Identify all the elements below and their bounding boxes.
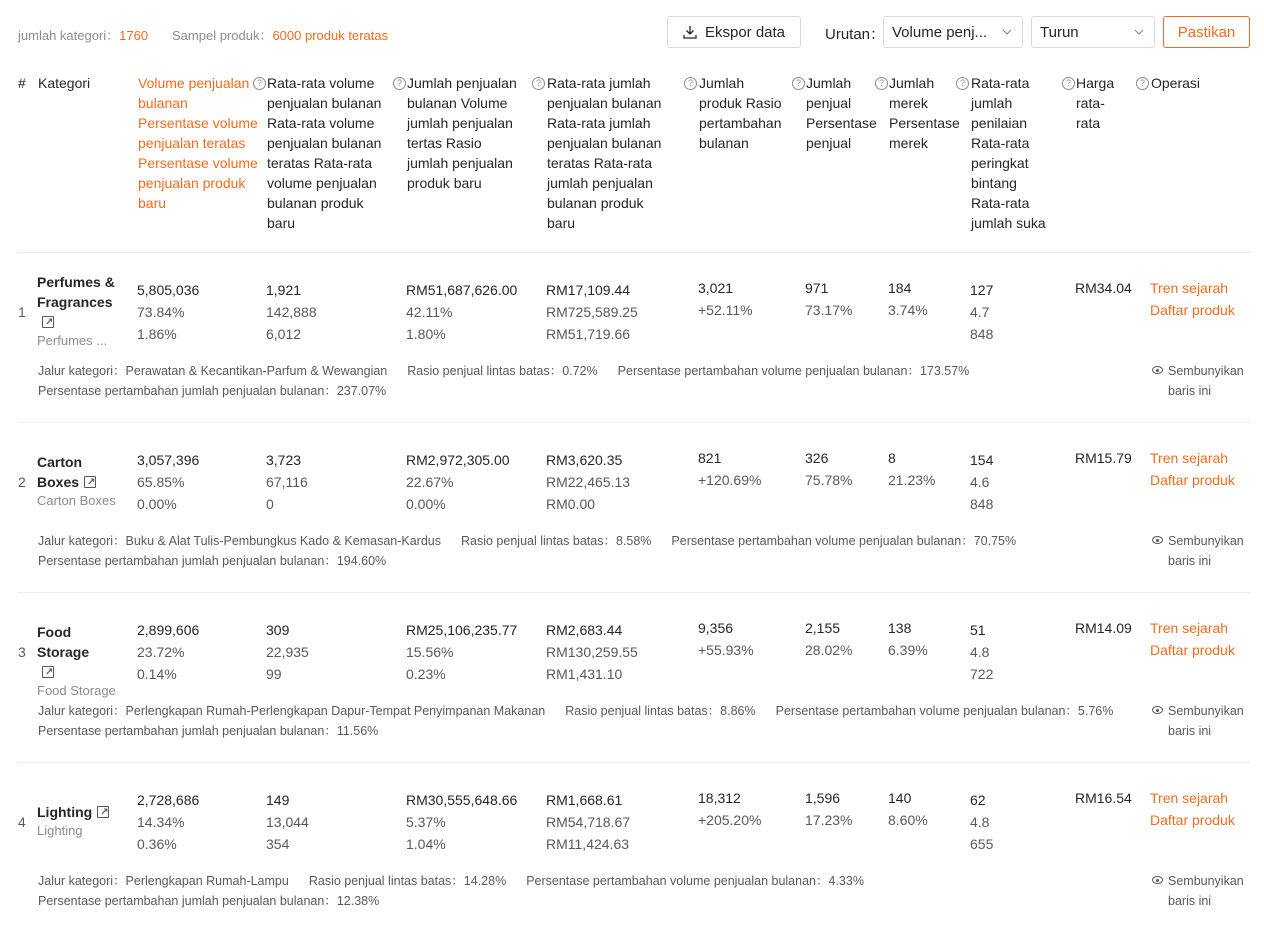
- avg-volume-new: 0: [266, 496, 274, 512]
- avg-price-value: RM16.54: [1075, 790, 1132, 806]
- hide-row-button[interactable]: [1152, 361, 1250, 401]
- brand-count-value: 140: [888, 790, 912, 806]
- volume-cell: [137, 449, 199, 515]
- volume-value: 2,899,606: [137, 622, 200, 638]
- category-count-label: jumlah kategori：: [18, 28, 120, 43]
- category-subname: Perfumes ...: [37, 333, 108, 348]
- seller-share: 73.17%: [805, 302, 853, 318]
- reviews-cell: [970, 449, 993, 515]
- hide-row-button[interactable]: [1152, 531, 1250, 571]
- avg-volume-cell: [266, 619, 309, 685]
- seller-count-value: 326: [805, 450, 829, 466]
- category-cell: [37, 622, 117, 700]
- row-details: [38, 701, 1113, 741]
- sample-label: Sampel produk：: [172, 28, 273, 43]
- brand-count-value: 138: [888, 620, 912, 636]
- amount-cell: [406, 789, 517, 855]
- volume-top-share: 14.34%: [137, 814, 185, 830]
- help-icon[interactable]: ?: [253, 77, 266, 90]
- volume-value: 2,728,686: [137, 792, 200, 808]
- product-list-link[interactable]: Daftar produk: [1150, 812, 1235, 828]
- brand-share: 3.74%: [888, 302, 928, 318]
- amount-new-share: 0.00%: [406, 496, 446, 512]
- avg-price-value: RM15.79: [1075, 450, 1132, 466]
- chevron-down-icon: [1134, 29, 1144, 35]
- avg-volume-new: 6,012: [266, 326, 302, 342]
- category-cell: [37, 802, 117, 840]
- category-path: Jalur kategori：Perawatan & Kecantikan-Parfum & Wewangian: [38, 364, 388, 378]
- category-name-text: Perfumes & Fragrances: [37, 274, 115, 310]
- review-count-value: 127: [970, 282, 994, 298]
- volume-cell: [137, 789, 199, 855]
- brand-count-cell: [888, 617, 928, 661]
- category-cell: [37, 452, 117, 510]
- avg-volume-top: 22,935: [266, 644, 309, 660]
- category-count: [18, 25, 148, 44]
- amount-top-share: 42.11%: [406, 304, 453, 320]
- header-seller-count[interactable]: Jumlah penjual Persentase penjual: [806, 75, 877, 151]
- external-link-icon[interactable]: [84, 476, 96, 488]
- reviews-cell: [970, 279, 993, 345]
- operation-cell: [1150, 447, 1235, 491]
- star-rating: 4.6: [970, 474, 990, 490]
- header-product-count[interactable]: Jumlah produk Rasio pertambahan bulanan: [699, 75, 782, 151]
- row-index: 4: [18, 814, 26, 830]
- history-trend-link[interactable]: Tren sejarah: [1150, 790, 1229, 806]
- hide-row-label: Sembunyikan baris ini: [1168, 534, 1244, 568]
- amount-cell: [406, 619, 517, 685]
- category-subname: Lighting: [37, 823, 83, 838]
- avg-volume-new: 354: [266, 836, 290, 852]
- product-count-value: 9,356: [698, 620, 734, 636]
- avg-amount-value: RM2,683.44: [546, 622, 623, 638]
- avg-volume-value: 3,723: [266, 452, 302, 468]
- operation-cell: [1150, 277, 1235, 321]
- amount-top-share: 15.56%: [406, 644, 454, 660]
- avg-volume-top: 67,116: [266, 474, 308, 490]
- category-cell: [37, 272, 117, 350]
- sort-field-value: Volume penj...: [892, 23, 988, 41]
- avg-amount-cell: [546, 619, 638, 685]
- avg-volume-cell: [266, 449, 308, 515]
- eye-icon: [1152, 706, 1163, 714]
- brand-count-cell: [888, 447, 935, 491]
- amount-cell: [406, 279, 517, 345]
- avg-price-value: RM34.04: [1075, 280, 1132, 296]
- volume-value: 3,057,396: [137, 452, 200, 468]
- product-count-cell: [698, 277, 753, 321]
- seller-share: 17.23%: [805, 812, 853, 828]
- hide-row-label: Sembunyikan baris ini: [1168, 874, 1244, 908]
- history-trend-link[interactable]: Tren sejarah: [1150, 620, 1229, 636]
- product-list-link[interactable]: Daftar produk: [1150, 302, 1235, 318]
- volume-growth: Persentase pertambahan volume penjualan bulanan：5.76%: [775, 704, 1114, 718]
- avg-amount-cell: [546, 279, 638, 345]
- export-button[interactable]: [667, 16, 801, 48]
- table-row: [18, 422, 1250, 593]
- brand-count-value: 8: [888, 450, 896, 466]
- seller-count-cell: [805, 277, 852, 321]
- volume-top-share: 65.85%: [137, 474, 185, 490]
- avg-volume-top: 142,888: [266, 304, 317, 320]
- row-index: 2: [18, 474, 26, 490]
- avg-volume-cell: [266, 789, 309, 855]
- volume-value: 5,805,036: [137, 282, 200, 298]
- sample-value: 6000 produk teratas: [272, 28, 389, 43]
- avg-volume-value: 309: [266, 622, 290, 638]
- header-avg-amount[interactable]: Rata-rata jumlah penjualan bulanan Rata-rata jumlah penjualan bulanan teratas Rata-rata jumlah penjualan bulanan produk baru: [547, 75, 662, 231]
- amount-growth: Persentase pertambahan jumlah penjualan bulanan：237.07%: [38, 384, 387, 398]
- cross-border-ratio: Rasio penjual lintas batas：8.86%: [565, 704, 756, 718]
- star-rating: 4.8: [970, 814, 990, 830]
- row-details: [38, 871, 864, 911]
- download-icon: [683, 25, 697, 39]
- like-count: 655: [970, 836, 994, 852]
- like-count: 722: [970, 666, 994, 682]
- avg-volume-new: 99: [266, 666, 282, 682]
- amount-top-share: 5.37%: [406, 814, 446, 830]
- amount-value: RM2,972,305.00: [406, 452, 510, 468]
- avg-amount-value: RM1,668.61: [546, 792, 623, 808]
- amount-new-share: 1.04%: [406, 836, 446, 852]
- table-row: [18, 762, 1250, 933]
- avg-amount-top: RM22,465.13: [546, 474, 631, 490]
- avg-volume-value: 1,921: [266, 282, 302, 298]
- volume-cell: [137, 619, 199, 685]
- product-count-cell: [698, 787, 761, 831]
- category-path: Jalur kategori：Buku & Alat Tulis-Pembungkus Kado & Kemasan-Kardus: [38, 534, 441, 548]
- category-name[interactable]: [37, 622, 97, 682]
- help-icon[interactable]: ?: [532, 77, 545, 90]
- external-link-icon[interactable]: [97, 806, 109, 818]
- reviews-cell: [970, 619, 993, 685]
- product-count-value: 3,021: [698, 280, 734, 296]
- volume-new-share: 0.14%: [137, 666, 177, 682]
- confirm-button[interactable]: Pastikan: [1163, 16, 1250, 48]
- seller-count-cell: [805, 787, 852, 831]
- amount-growth: Persentase pertambahan jumlah penjualan bulanan：11.56%: [38, 724, 379, 738]
- avg-volume-cell: [266, 279, 317, 345]
- eye-icon: [1152, 876, 1163, 884]
- category-name[interactable]: [37, 272, 117, 332]
- eye-icon: [1152, 366, 1163, 374]
- review-count-value: 154: [970, 452, 994, 468]
- avg-volume-top: 13,044: [266, 814, 309, 830]
- hide-row-label: Sembunyikan baris ini: [1168, 704, 1244, 738]
- category-subname: Food Storage: [37, 683, 116, 698]
- external-link-icon[interactable]: [42, 666, 54, 678]
- product-growth: +55.93%: [698, 642, 754, 658]
- product-list-link[interactable]: Daftar produk: [1150, 472, 1235, 488]
- seller-share: 75.78%: [805, 472, 853, 488]
- avg-amount-new: RM11,424.63: [546, 836, 630, 852]
- row-index: 1: [18, 304, 26, 320]
- seller-count-cell: [805, 447, 852, 491]
- avg-amount-new: RM0.00: [546, 496, 596, 512]
- header-avg-volume[interactable]: Rata-rata volume penjualan bulanan Rata-rata volume penjualan bulanan teratas Rata-rata volume penjualan bulanan produk baru: [267, 75, 382, 231]
- chevron-down-icon: [1002, 29, 1012, 35]
- row-details: [38, 531, 1016, 571]
- help-icon[interactable]: ?: [875, 77, 888, 90]
- row-index: 3: [18, 644, 26, 660]
- review-count-value: 62: [970, 792, 986, 808]
- reviews-cell: [970, 789, 993, 855]
- header-monthly-volume[interactable]: Volume penjualan bulanan Persentase volume penjualan teratas Persentase volume penjualan produk baru: [138, 75, 258, 211]
- sort-field-select[interactable]: [883, 16, 1023, 48]
- product-count-value: 821: [698, 450, 722, 466]
- product-list-link[interactable]: Daftar produk: [1150, 642, 1235, 658]
- category-name[interactable]: [37, 802, 117, 822]
- seller-count-cell: [805, 617, 852, 661]
- star-rating: 4.7: [970, 304, 990, 320]
- category-count-value: 1760: [119, 28, 149, 43]
- category-name-text: Lighting: [37, 804, 93, 820]
- volume-new-share: 0.36%: [137, 836, 177, 852]
- operation-cell: [1150, 787, 1235, 831]
- header-index: #: [18, 75, 26, 91]
- brand-count-cell: [888, 277, 928, 321]
- like-count: 848: [970, 326, 994, 342]
- amount-top-share: 22.67%: [406, 474, 454, 490]
- table-row: [18, 252, 1250, 423]
- avg-amount-cell: [546, 789, 630, 855]
- header-operation: Operasi: [1151, 75, 1201, 91]
- hide-row-button[interactable]: [1152, 701, 1250, 741]
- header-avg-price[interactable]: Harga rata-rata: [1076, 75, 1115, 131]
- avg-amount-new: RM1,431.10: [546, 666, 623, 682]
- avg-amount-top: RM725,589.25: [546, 304, 638, 320]
- category-path: Jalur kategori：Perlengkapan Rumah-Lampu: [38, 874, 289, 888]
- hide-row-button[interactable]: [1152, 871, 1250, 911]
- help-icon[interactable]: ?: [684, 77, 697, 90]
- header-sales-amount[interactable]: Jumlah penjualan bulanan Volume jumlah penjualan tertas Rasio jumlah penjualan produk baru: [407, 75, 517, 191]
- seller-count-value: 1,596: [805, 790, 841, 806]
- avg-price-value: RM14.09: [1075, 620, 1132, 636]
- help-icon[interactable]: ?: [1062, 77, 1075, 90]
- cross-border-ratio: Rasio penjual lintas batas：8.58%: [461, 534, 652, 548]
- sort-order-value: Turun: [1040, 23, 1079, 41]
- header-reviews[interactable]: Rata-rata jumlah penilaian Rata-rata peringkat bintang Rata-rata jumlah suka: [971, 75, 1046, 231]
- amount-cell: [406, 449, 510, 515]
- category-name-text: Food Storage: [37, 624, 90, 660]
- category-subname: Carton Boxes: [37, 493, 116, 508]
- cross-border-ratio: Rasio penjual lintas batas：14.28%: [308, 874, 507, 888]
- amount-new-share: 0.23%: [406, 666, 446, 682]
- volume-new-share: 0.00%: [137, 496, 177, 512]
- amount-new-share: 1.80%: [406, 326, 446, 342]
- eye-icon: [1152, 536, 1163, 544]
- amount-growth: Persentase pertambahan jumlah penjualan bulanan：12.38%: [38, 894, 380, 908]
- header-category: Kategori: [38, 75, 91, 91]
- history-trend-link[interactable]: Tren sejarah: [1150, 450, 1229, 466]
- avg-amount-value: RM3,620.35: [546, 452, 623, 468]
- help-icon[interactable]: ?: [792, 77, 805, 90]
- product-count-cell: [698, 617, 754, 661]
- brand-share: 6.39%: [888, 642, 928, 658]
- brand-count-value: 184: [888, 280, 912, 296]
- volume-top-share: 73.84%: [137, 304, 185, 320]
- category-name[interactable]: [37, 452, 97, 492]
- help-icon[interactable]: ?: [1136, 77, 1149, 90]
- avg-amount-value: RM17,109.44: [546, 282, 631, 298]
- volume-growth: Persentase pertambahan volume penjualan bulanan：4.33%: [526, 874, 864, 888]
- table-row: [18, 592, 1250, 763]
- sample-info: [172, 25, 388, 44]
- brand-share: 8.60%: [888, 812, 928, 828]
- export-label: Ekspor data: [704, 23, 786, 41]
- avg-amount-top: RM54,718.67: [546, 814, 631, 830]
- help-icon[interactable]: ?: [956, 77, 969, 90]
- product-growth: +52.11%: [698, 302, 753, 318]
- category-name-text: Carton Boxes: [37, 454, 83, 490]
- row-details: [38, 361, 969, 401]
- amount-value: RM51,687,626.00: [406, 282, 518, 298]
- sort-label: Urutan：: [825, 26, 886, 43]
- product-growth: +120.69%: [698, 472, 762, 488]
- like-count: 848: [970, 496, 994, 512]
- amount-growth: Persentase pertambahan jumlah penjualan bulanan：194.60%: [38, 554, 387, 568]
- cross-border-ratio: Rasio penjual lintas batas：0.72%: [407, 364, 598, 378]
- product-count-cell: [698, 447, 761, 491]
- product-growth: +205.20%: [698, 812, 762, 828]
- avg-volume-value: 149: [266, 792, 290, 808]
- volume-cell: [137, 279, 199, 345]
- volume-growth: Persentase pertambahan volume penjualan bulanan：173.57%: [617, 364, 970, 378]
- sort-order-select[interactable]: [1031, 16, 1155, 48]
- star-rating: 4.8: [970, 644, 990, 660]
- external-link-icon[interactable]: [42, 316, 54, 328]
- seller-count-value: 2,155: [805, 620, 841, 636]
- avg-amount-new: RM51,719.66: [546, 326, 631, 342]
- review-count-value: 51: [970, 622, 986, 638]
- header-brand-count[interactable]: Jumlah merek Persentase merek: [889, 75, 960, 151]
- seller-share: 28.02%: [805, 642, 853, 658]
- volume-new-share: 1.86%: [137, 326, 177, 342]
- product-count-value: 18,312: [698, 790, 741, 806]
- help-icon[interactable]: ?: [393, 77, 406, 90]
- brand-count-cell: [888, 787, 928, 831]
- volume-growth: Persentase pertambahan volume penjualan bulanan：70.75%: [671, 534, 1017, 548]
- category-path: Jalur kategori：Perlengkapan Rumah-Perlengkapan Dapur-Tempat Penyimpanan Makanan: [38, 704, 546, 718]
- brand-share: 21.23%: [888, 472, 936, 488]
- history-trend-link[interactable]: Tren sejarah: [1150, 280, 1229, 296]
- amount-value: RM30,555,648.66: [406, 792, 518, 808]
- avg-amount-cell: [546, 449, 630, 515]
- hide-row-label: Sembunyikan baris ini: [1168, 364, 1244, 398]
- seller-count-value: 971: [805, 280, 829, 296]
- amount-value: RM25,106,235.77: [406, 622, 518, 638]
- operation-cell: [1150, 617, 1235, 661]
- volume-top-share: 23.72%: [137, 644, 185, 660]
- avg-amount-top: RM130,259.55: [546, 644, 638, 660]
